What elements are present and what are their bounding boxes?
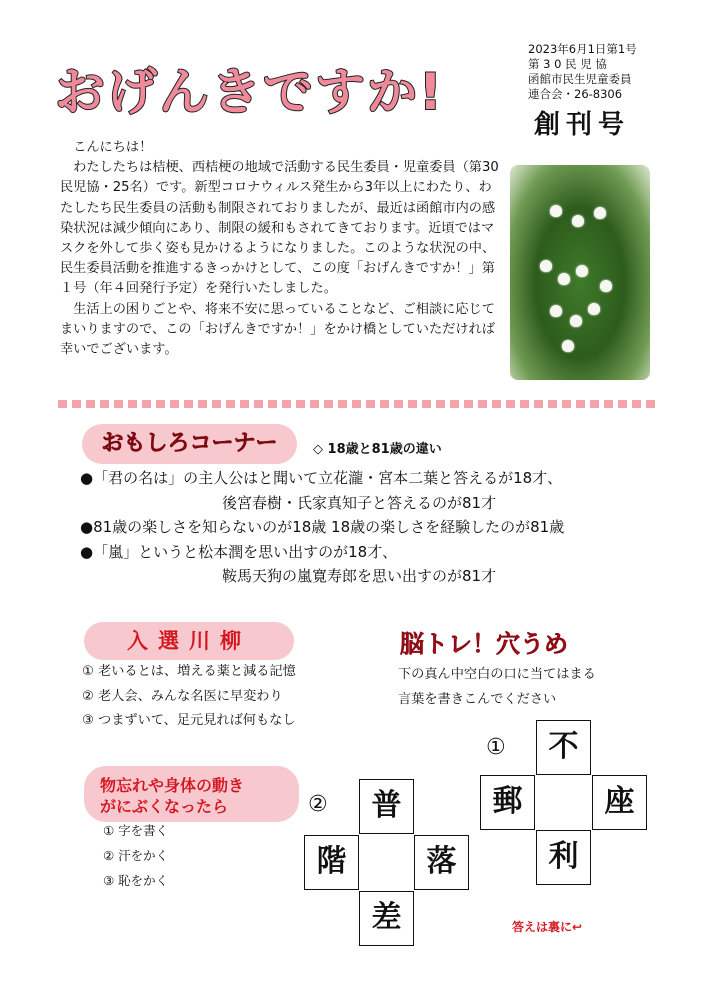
puzzle-2-bottom-cell: 差 (359, 891, 414, 946)
omoshiro-item-2: ●81歳の楽しさを知らないのが18歳 18歳の楽しさを経験したのが81歳 (80, 518, 565, 536)
puzzle-1-top-cell: 不 (536, 720, 591, 775)
forgetfulness-item: ① 字を書く (103, 823, 169, 838)
puzzle-2-left-cell: 階 (304, 835, 359, 890)
intro-greeting: こんにちは！ (60, 140, 153, 155)
brain-training-heading: 脳トレ！穴うめ (400, 630, 568, 658)
forgetfulness-heading (84, 766, 299, 822)
senryu-item: ① 老いるとは、増える薬と減る記憶 (82, 664, 296, 679)
puzzle-1-right-cell: 座 (592, 775, 647, 830)
instruction-line: 下の真ん中空白の口に当てはまる (398, 667, 596, 682)
forgetfulness-heading-line: がにぶくなったら (100, 797, 229, 816)
omoshiro-item-3: ●「嵐」というと松本潤を思い出すのが18才、 (80, 542, 398, 561)
newsletter-title: おげんきですか! (55, 63, 444, 121)
senryu-item: ③ つまずいて、足元見れば何もなし (82, 713, 296, 728)
puzzle-1-blank-cell[interactable] (536, 775, 591, 830)
forgetfulness-heading-line: 物忘れや身体の動き (100, 776, 245, 795)
answer-note: 答えは裏に↩ (512, 920, 583, 934)
meta-date: 2023年6月1日第1号 (528, 42, 637, 56)
omoshiro-item-3-cont: 鞍馬天狗の嵐寛寿郎を思い出すのが81才 (222, 567, 497, 585)
puzzle-1-left-cell: 郵 (480, 775, 535, 830)
intro-text (60, 138, 500, 360)
intro-closing: 生活上の困りごとや、将来不安に思っていることなど、ご相談に応じてまいりますので、この「おげんきですか！」をかけ橋としていただければ幸いでございます。 (60, 301, 495, 358)
forgetfulness-item: ③ 恥をかく (103, 873, 169, 888)
puzzle-2-top-cell: 普 (359, 779, 414, 834)
omoshiro-heading: おもしろコーナー (82, 424, 297, 464)
senryu-heading: 入選川柳 (84, 622, 294, 660)
intro-body: わたしたちは桔梗、西桔梗の地域で活動する民生委員・児童委員（第30民児協・25名）です。新型コロナウィルス発生から3年以上にわたり、わたしたち民生委員の活動も制限されておりましたが、最近は函館市内の感染状況は減少傾向にあり、制限の緩和もされてきております。近頃ではマスクを外して歩く姿も見かけるようになりました。このような状況の中、民生委員活動を推進するきっかけとして、この度「おげんきですか！」第１号（年４回発行予定）を発行いたしました。 (60, 160, 499, 297)
issue-label: 創刊号 (534, 110, 631, 140)
forgetfulness-list (103, 818, 168, 893)
issue-meta (528, 42, 637, 102)
instruction-line: 言葉を書きこんでください (398, 691, 557, 707)
section-divider (58, 400, 656, 408)
forgetfulness-item: ② 汗をかく (103, 848, 169, 863)
meta-association: 第 3 0 民 児 協 (528, 57, 607, 71)
brain-training-instructions (398, 663, 596, 712)
puzzle-2-right-cell: 落 (414, 835, 469, 890)
omoshiro-list (80, 466, 564, 589)
omoshiro-subheading: ◇ 18歳と81歳の違い (313, 442, 442, 457)
lily-of-the-valley-photo (510, 165, 650, 380)
puzzle-1-number: ① (486, 735, 506, 760)
meta-contact: 連合会・26-8306 (528, 87, 623, 101)
omoshiro-item-1-cont: 後宮春樹・氏家真知子と答えるのが81才 (222, 493, 497, 512)
senryu-list (82, 660, 296, 734)
meta-committee: 函館市民生児童委員 (528, 72, 632, 86)
puzzle-2-number: ② (308, 792, 328, 817)
omoshiro-item-1: ●「君の名は」の主人公はと聞いて立花瀧・宮本二葉と答えるが18才、 (80, 469, 563, 487)
puzzle-1-bottom-cell: 利 (536, 830, 591, 885)
puzzle-2-blank-cell[interactable] (359, 835, 414, 890)
senryu-item: ② 老人会、みんな名医に早変わり (82, 688, 283, 704)
